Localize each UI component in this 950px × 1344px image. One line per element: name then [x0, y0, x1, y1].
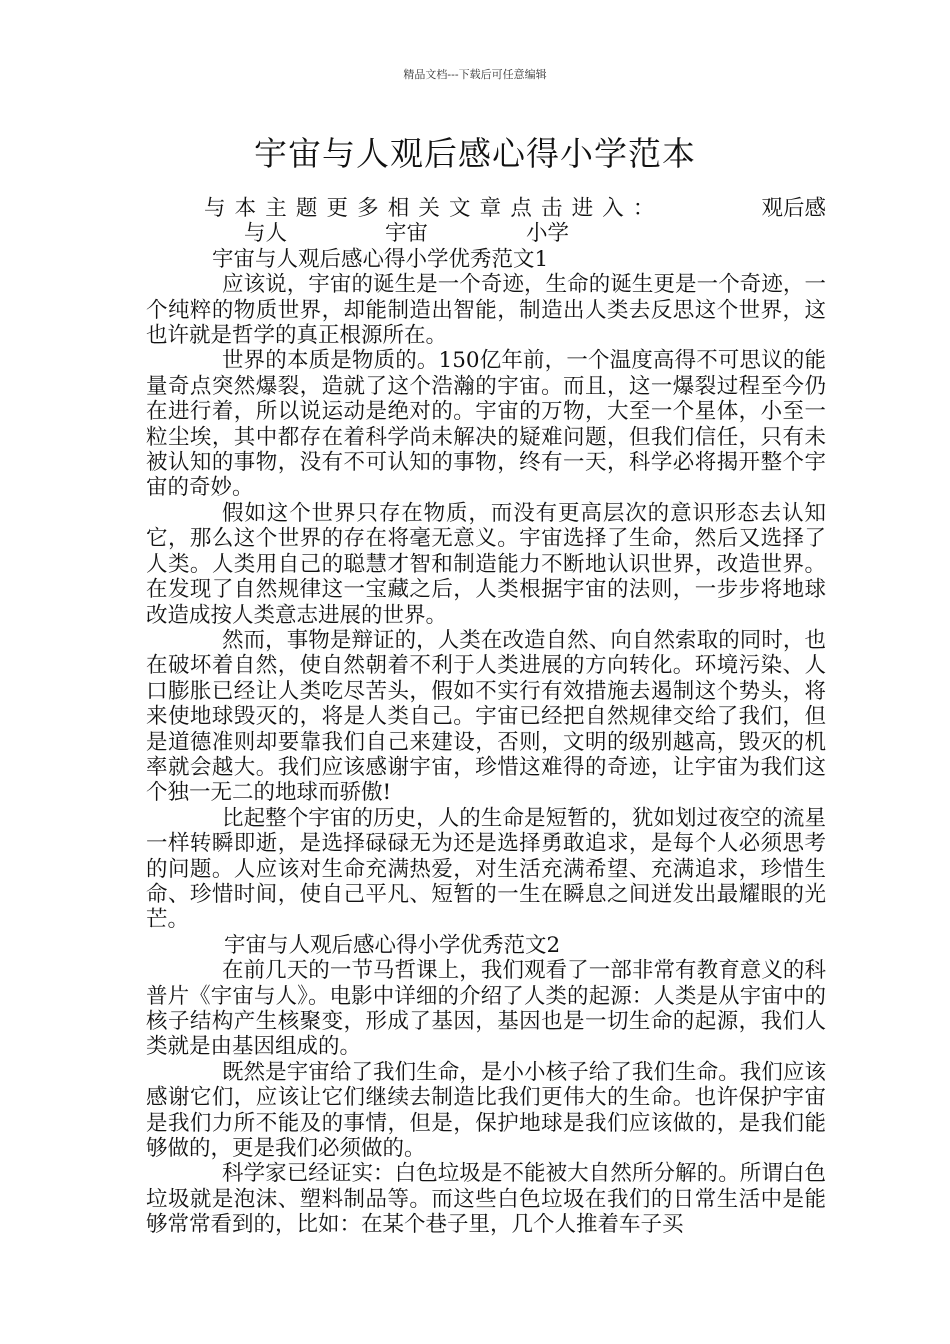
paragraph: 然而，事物是辩证的，人类在改造自然、向自然索取的同时，也在破坏着自然，使自然朝着不利于人类进展的方向转化。环境污染、人口膨胀已经让人类吃尽苦头，假如不实行有效措施去遏制这个势头，将来使地球毁灭的，将是人类自己。宇宙已经把自然规律交给了我们，但是道德准则却要靠我们自己来建设，否则，文明的级别越高，毁灭的机率就会越大。我们应该感谢宇宙，珍惜这难得的奇迹，让宇宙为我们这个独一无二的地球而骄傲!: [146, 627, 826, 806]
document-title: 宇宙与人观后感心得小学范本: [254, 134, 696, 173]
header-note: 精品文档---下载后可任意编辑: [403, 68, 547, 81]
section-2-heading: 宇宙与人观后感心得小学优秀范文2: [224, 932, 561, 958]
section-1-heading: 宇宙与人观后感心得小学优秀范文1: [212, 246, 549, 272]
paragraph: 假如这个世界只存在物质，而没有更高层次的意识形态去认知它，那么这个世界的存在将毫无意义。宇宙选择了生命，然后又选择了人类。人类用自己的聪慧才智和制造能力不断地认识世界，改造世界。在发现了自然规律这一宝藏之后，人类根据宇宙的法则，一步步将地球改造成按人类意志进展的世界。: [146, 500, 826, 628]
related-link-3[interactable]: 宇宙: [385, 221, 429, 247]
paragraph: 科学家已经证实：白色垃圾是不能被大自然所分解的。所谓白色垃圾就是泡沫、塑料制品等。而这些白色垃圾在我们的日常生活中是能够常常看到的，比如：在某个巷子里，几个人推着车子买: [146, 1161, 826, 1238]
paragraph: 比起整个宇宙的历史，人的生命是短暂的，犹如划过夜空的流星一样转瞬即逝，是选择碌碌无为还是选择勇敢追求，是每个人必须思考的问题。人应该对生命充满热爱，对生活充满希望、充满追求，珍惜生命、珍惜时间，使自己平凡、短暂的一生在瞬息之间迸发出最耀眼的光芒。: [146, 805, 826, 933]
paragraph: 应该说，宇宙的诞生是一个奇迹，生命的诞生更是一个奇迹，一个纯粹的物质世界，却能制造出智能，制造出人类去反思这个世界，这也许就是哲学的真正根源所在。: [146, 272, 826, 349]
related-link-1[interactable]: 观后感: [761, 196, 826, 221]
related-prefix: 与本主题更多相关文章点击进入：: [204, 196, 664, 221]
paragraph: 在前几天的一节马哲课上，我们观看了一部非常有教育意义的科普片《宇宙与人》。电影中详细的介绍了人类的起源：人类是从宇宙中的核子结构产生核聚变，形成了基因，基因也是一切生命的起源，我们人类就是由基因组成的。: [146, 958, 826, 1060]
paragraph: 世界的本质是物质的。150亿年前，一个温度高得不可思议的能量奇点突然爆裂，造就了这个浩瀚的宇宙。而且，这一爆裂过程至今仍在进行着，所以说运动是绝对的。宇宙的万物，大至一个星体，小至一粒尘埃，其中都存在着科学尚未解决的疑难问题，但我们信任，只有未被认知的事物，没有不可认知的事物，终有一天，科学必将揭开整个宇宙的奇妙。: [146, 348, 826, 501]
related-link-4[interactable]: 小学: [526, 221, 570, 247]
document-body: [146, 196, 826, 1238]
related-link-2[interactable]: 与人: [244, 221, 288, 247]
related-articles: [146, 196, 826, 247]
paragraph: 既然是宇宙给了我们生命，是小小核子给了我们生命。我们应该感谢它们，应该让它们继续去制造比我们更伟大的生命。也许保护宇宙是我们力所不能及的事情，但是，保护地球是我们应该做的，是我们能够做的，更是我们必须做的。: [146, 1059, 826, 1162]
